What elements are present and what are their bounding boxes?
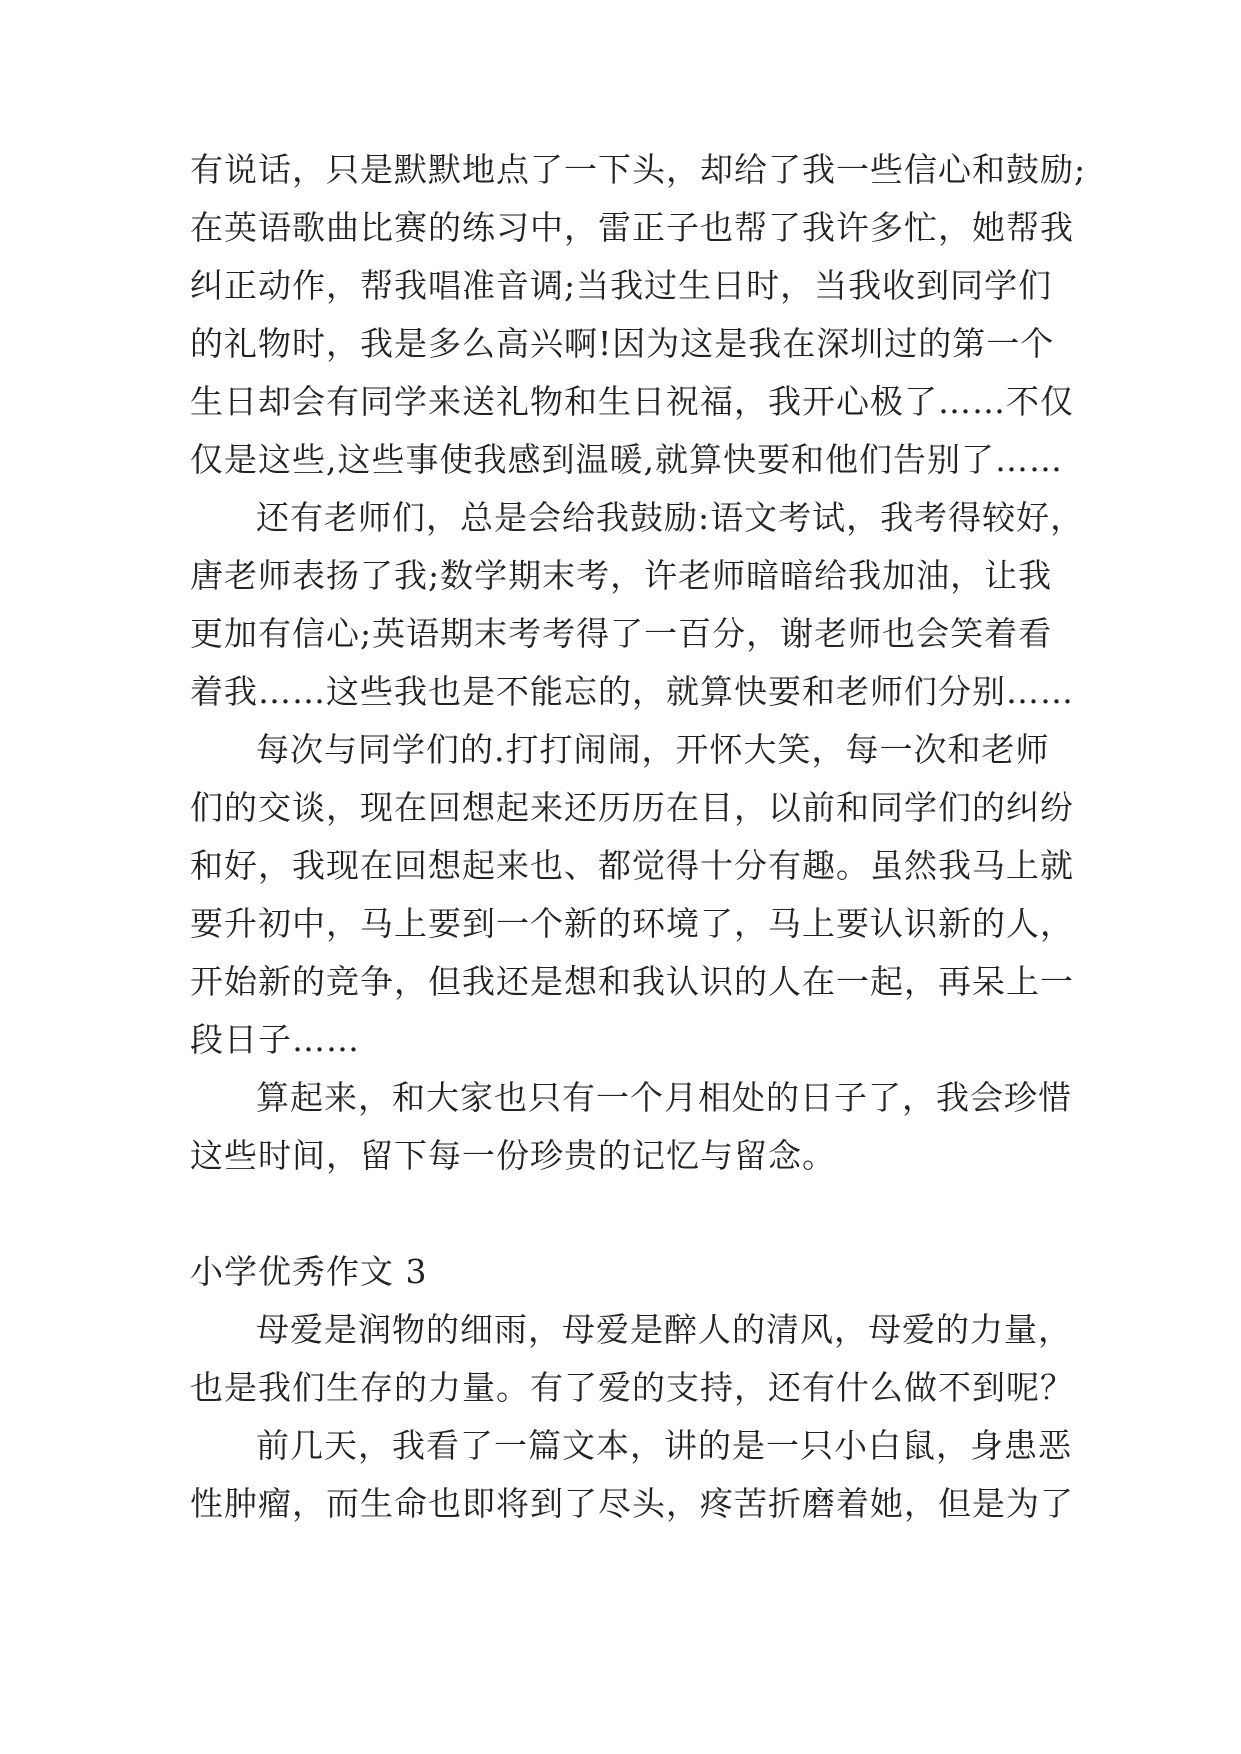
section-title: 小学优秀作文 3	[190, 1252, 428, 1291]
text-line: 更加有信心;英语期末考考得了一百分，谢老师也会笑着看	[190, 614, 1053, 653]
text-line: 性肿瘤，而生命也即将到了尽头，疼苦折磨着她，但是为了	[190, 1484, 1074, 1523]
text-line: 这些时间，留下每一份珍贵的记忆与留念。	[190, 1136, 836, 1175]
paragraph-first-line: 还有老师们，总是会给我鼓励:语文考试，我考得较好，	[256, 498, 1085, 537]
text-line: 有说话，只是默默地点了一下头，却给了我一些信心和鼓励;	[190, 150, 1087, 189]
text-line: 段日子……	[190, 1020, 360, 1059]
paragraph-first-line: 前几天，我看了一篇文本，讲的是一只小白鼠，身患恶	[256, 1426, 1072, 1465]
text-line: 纠正动作，帮我唱准音调;当我过生日时，当我收到同学们	[190, 266, 1053, 305]
text-line: 唐老师表扬了我;数学期末考，许老师暗暗给我加油，让我	[190, 556, 1053, 595]
text-line: 仅是这些,这些事使我感到温暖,就算快要和他们告别了……	[190, 440, 1063, 479]
text-line: 要升初中，马上要到一个新的环境了，马上要认识新的人，	[190, 904, 1074, 943]
paragraph-first-line: 算起来，和大家也只有一个月相处的日子了，我会珍惜	[256, 1078, 1072, 1117]
paragraph-first-line: 母爱是润物的细雨，母爱是醉人的清风，母爱的力量，	[256, 1310, 1072, 1349]
text-line: 开始新的竞争，但我还是想和我认识的人在一起，再呆上一	[190, 962, 1074, 1001]
text-line: 在英语歌曲比赛的练习中，雷正子也帮了我许多忙，她帮我	[190, 208, 1074, 247]
text-line: 和好，我现在回想起来也、都觉得十分有趣。虽然我马上就	[190, 846, 1074, 885]
text-line: 的礼物时，我是多么高兴啊!因为这是我在深圳过的第一个	[190, 324, 1055, 363]
text-line: 们的交谈，现在回想起来还历历在目，以前和同学们的纠纷	[190, 788, 1074, 827]
text-line: 着我……这些我也是不能忘的，就算快要和老师们分别……	[190, 672, 1074, 711]
text-line: 也是我们生存的力量。有了爱的支持，还有什么做不到呢？	[190, 1368, 1074, 1407]
text-line: 生日却会有同学来送礼物和生日祝福，我开心极了……不仅	[190, 382, 1074, 421]
paragraph-first-line: 每次与同学们的.打打闹闹，开怀大笑，每一次和老师	[256, 730, 1050, 769]
